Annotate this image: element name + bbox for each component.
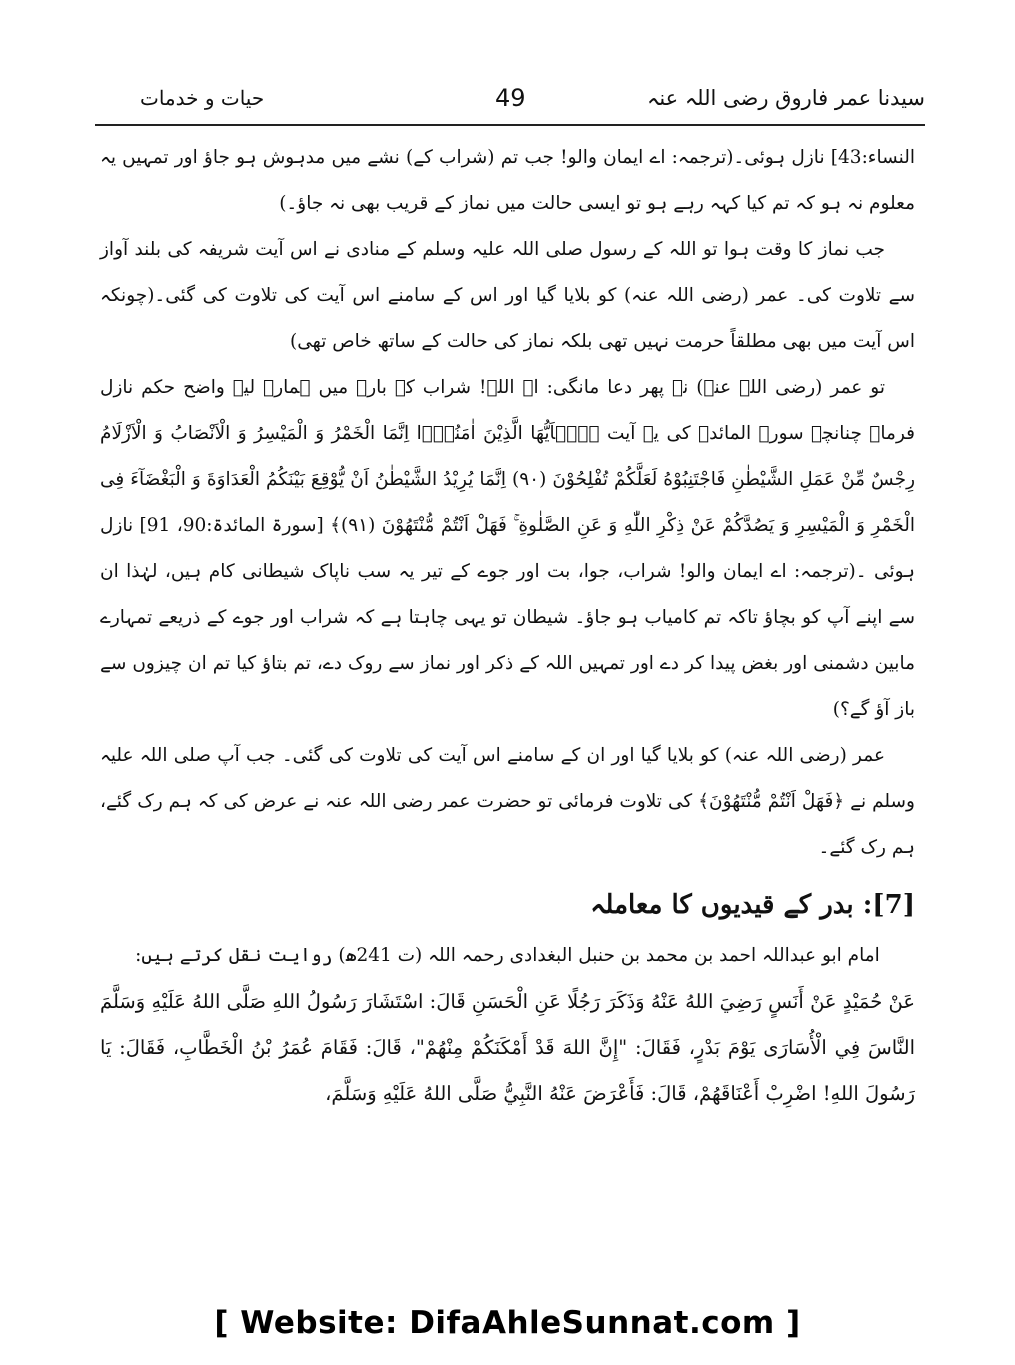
website-footer: [ Website: DifaAhleSunnat.com ]: [214, 1305, 801, 1341]
running-title: سیدنا عمر فاروق رضی اللہ عنہ: [647, 86, 925, 110]
narration-intro: امام ابو عبداللہ احمد بن محمد بن حنبل البغدادی رحمہ اللہ (ت 241ھ) روایت نقل کرتے ہیں:: [135, 945, 880, 966]
paragraph-1: النساء:43] نازل ہوئی۔(ترجمہ: اے ایمان والو! جب تم (شراب کے) نشے میں مدہوش ہو جاؤ اور تمہیں یہ معلوم نہ ہو کہ تم کیا کہہ رہے ہو تو ایسی حالت میں نماز کے قریب بھی نہ جاؤ۔): [100, 147, 915, 214]
paragraph-4: عمر (رضی اللہ عنہ) کو بلایا گیا اور ان کے سامنے اس آیت کی تلاوت کی گئی۔ جب آپ صلی اللہ علیہ وسلم نے ﴿فَهَلْ اَنْتُمْ مُّنْتَهُوْنَ﴾ کی تلاوت فرمائی تو حضرت عمر رضی اللہ عنہ نے عرض کی کہ ہم رک گئے، ہم رک گئے۔: [100, 745, 915, 858]
section-heading: [7]: بدر کے قیدیوں کا معاملہ: [590, 890, 915, 920]
book-title: حیات و خدمات: [140, 86, 265, 110]
page-number: 49: [495, 84, 526, 112]
paragraph-3: تو عمر (رضی اللہ عنہ) نے پھر دعا مانگی: اے اللہ! شراب کے بارے میں ہمارے لیے واضح حکم نازل فرما۔ چنانچہ سورۃ المائدۃ کی یہ آیت ﴿یٰۤاَیُّهَا الَّذِیْنَ اٰمَنُوْۤا اِنَّمَا الْخَمْرُ وَ الْمَیْسِرُ وَ الْاَنْصَابُ وَ الْاَزْلَامُ رِجْسٌ مِّنْ عَمَلِ الشَّیْطٰنِ فَاجْتَنِبُوْهُ لَعَلَّكُمْ تُفْلِحُوْنَ (۹۰) اِنَّمَا یُرِیْدُ الشَّیْطٰنُ اَنْ یُّوْقِعَ بَیْنَكُمُ الْعَدَاوَةَ وَ الْبَغْضَآءَ فِی الْخَمْرِ وَ الْمَیْسِرِ وَ یَصُدَّكُمْ عَنْ ذِكْرِ اللّٰهِ وَ عَنِ الصَّلٰوةِ ۚ فَهَلْ اَنْتُمْ مُّنْتَهُوْنَ (۹۱)﴾ [سورۃ المائدۃ:90، 91] نازل ہوئی ۔(ترجمہ: اے ایمان والو! شراب، جوا، بت اور جوے کے تیر یہ سب ناپاک شیطانی کام ہیں، لہٰذا ان سے اپنے آپ کو بچاؤ تاکہ تم کامیاب ہو جاؤ۔ شیطان تو یہی چاہتا ہے کہ شراب اور جوے کے ذریعے تمہارے مابین دشمنی اور بغض پیدا کر دے اور تمہیں اللہ کے ذکر اور نماز سے روک دے، تم بتاؤ کیا تم ان چیزوں سے باز آؤ گے؟): [100, 377, 916, 720]
page-header: [95, 84, 925, 126]
hadith-text: عَنْ حُمَيْدٍ عَنْ أَنَسٍ رَضِيَ اللهُ عَنْهُ وَذَكَرَ رَجُلًا عَنِ الْحَسَنِ قَالَ: اسْتَشَارَ رَسُولُ اللهِ صَلَّى اللهُ عَلَيْهِ وَسَلَّمَ النَّاسَ فِي الْأُسَارَى يَوْمَ بَدْرٍ، فَقَالَ: "إِنَّ اللهَ قَدْ أَمْكَنَكُمْ مِنْهُمْ"، قَالَ: فَقَامَ عُمَرُ بْنُ الْخَطَّابِ، فَقَالَ: يَا رَسُولَ اللهِ! اضْرِبْ أَعْنَاقَهُمْ، قَالَ: فَأَعْرَضَ عَنْهُ النَّبِيُّ صَلَّى اللهُ عَلَيْهِ وَسَلَّمَ،: [100, 990, 915, 1105]
paragraph-2: جب نماز کا وقت ہوا تو اللہ کے رسول صلی اللہ علیہ وسلم کے منادی نے اس آیت شریفہ کی بلند آواز سے تلاوت کی۔ عمر (رضی اللہ عنہ) کو بلایا گیا اور اس کے سامنے اس آیت کی تلاوت کی گئی۔(چونکہ اس آیت میں بھی مطلقاً حرمت نہیں تھی بلکہ نماز کی حالت کے ساتھ خاص تھی): [100, 239, 915, 352]
page-body: [100, 135, 915, 1117]
